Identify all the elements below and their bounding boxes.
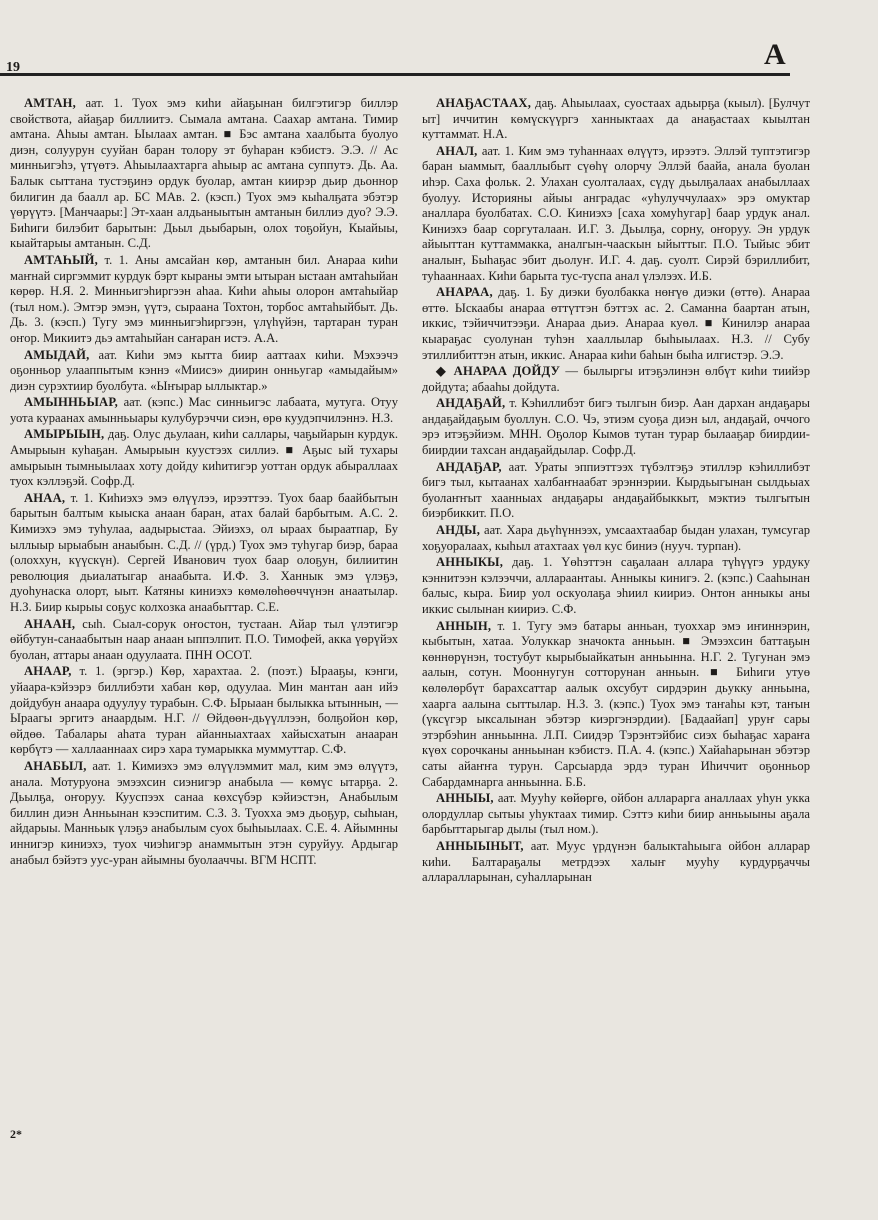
entry-headword: АННЫЫ, [436, 791, 494, 806]
entry-definition: т. 1. (эргэр.) Көр, харахтаа. 2. (поэт.) Ырааҕы, кэнги, уйаара-кэйээрэ биллибэти хабан көр, одуулаа. Мин мантан аан ийэ дойдубун анаара одуулуу турабын. С.Ф. Ырыаан былыкка ытыннын, — Ыраагы эргитэ анаардым. Н.Г. // Өйдөөн-дьүүллээн, болҕойон көр, өйдөө. Табалары аһата туран айанныахтаах хайысхатын анааран көрбүтэ — халлааннаах сирэ хара тумарыкка муммуттар. С.Ф. [10, 664, 398, 757]
entry-definition: — былыргы итэҕэлинэн өлбүт киһи тиийэр дойдута; абааһы дойдута. [422, 364, 810, 394]
dictionary-entry [422, 144, 810, 284]
entry-definition: аат. Муус үрдүнэн балыктаһыыга ойбон алларар киһи. Балтараҕалы метрдээх халыҥ мууһу курдурҕаччы алларалларынан, суһалларынан [422, 838, 810, 885]
dictionary-entry [422, 96, 810, 143]
entry-headword: АНДАҔАР, [436, 459, 502, 474]
entry-definition: даҕ. Аһыылаах, суостаах адьырҕа (кыыл). [Булчут ыт] иччитин көмүскүүргэ ханныктаах да анаҕастаах кыылтан куттаммат. Н.А. [422, 96, 810, 142]
dictionary-entry [422, 396, 810, 458]
dictionary-entry [422, 364, 810, 395]
entry-headword: АНАЛ, [436, 143, 478, 158]
dictionary-entry [10, 253, 398, 347]
entry-headword: АННЫКЫ, [436, 555, 504, 570]
dictionary-entry [422, 619, 810, 791]
entry-definition: аат. Мууһу көйөргө, ойбон алларарга аналлаах уһун укка олордуллар сытыы уһуктаах тимир. Сэттэ киһи биир анньыыны аҕала барбыттарыгар дылы (тыл ном.). [422, 791, 810, 837]
dictionary-entry [422, 523, 810, 554]
entry-headword: АНАА, [24, 490, 66, 505]
dictionary-entry [422, 285, 810, 363]
dictionary-entry [422, 555, 810, 617]
entry-headword: АНДЫ, [436, 523, 481, 538]
entry-headword: АМТАН, [24, 96, 76, 110]
entry-definition: аат. 1. Кимиэхэ эмэ өлүүлэммит мал, ким эмэ өлүүтэ, анала. Мотуруона эмээхсин сиэнигэр анабыла — көмүс ытарҕа. 2. Дьылҕа, оҥоруу. Кууспээх санаа көхсүбэр кэйиэстэн, Анабылым биллин диэн Анньынан кээспитим. С.З. 3. Туохха эмэ дьоҕур, сыһыан, айдарыы. Манньык үлэҕэ анабылым суох быһыылаах. С.Е. 4. Айымнны иннигэр киниэхэ, туох чиэһигэр анаммытын этэн суруйуу. Ардыгар анабыл бэйэтэ уус-уран айымны буолааччы. ВГМ НСПТ. [10, 758, 398, 867]
section-letter: А [764, 38, 786, 71]
entry-headword: АНААН, [24, 616, 76, 631]
entry-definition: т. 1. Тугу эмэ батары анньан, туоххар эмэ иҥиннэрин, кыбытын, хатаа. Уолуккар значокта анньын. ■ Эмээхсин баттаҕын көннөрүнэн, тостубут кырыбыайкатын анньынна. Н.Г. 2. Тугунан эмэ аалын, сотун. Мооннугун сотторунан анньын. ■ Биһиги утуө көлөлөрбүт барахсаттар аалык охсубут сирдэрин дьукку анньына, хаарга аалына сыттылар. Н.З. 3. (кэпс.) Туох эмэ таҥаһы кэт, таҥын (үксүгэр ыксалынан эбэтэр киэргэнэрдии). [Бадаайап] уруҥ сары этэрбэһин анньынна. Л.П. Сиидэр Тэрэнтэйбис сиэх быһаҕас хараҥа күөх сорочканы анньынан кэбистэ. П.А. 4. (кэпс.) Хайаһарынан эбэтэр саты айаҥҥа турун. Сарсыарда эрдэ туран Иһиччит оҕонньор Сабардамнарга анньынна. Б.Б. [422, 618, 810, 789]
left-column [10, 96, 398, 1136]
dictionary-entry [10, 348, 398, 395]
entry-definition: даҕ. 1. Бу диэки буолбакка нөҥүө диэки (өттө). Анараа өттө. Ыскаабы анараа өттүттэн бэттэх ас. 2. Саманна баартан атын, иккис, тэйиччитээҕи. Анараа дьиэ. Анараа куөл. ■ Кинилэр анараа кыараҕас суолунан туһэн хааллылар быһыылаах. Н.З. // Субу этиллибиттэн атын, иккис. Анараа киһи баһын быһа илгистэр. Э.Э. [422, 285, 810, 362]
signature-mark: 2* [10, 1127, 22, 1141]
entry-definition: аат. (кэпс.) Мас синньигэс лабаата, мутуга. Отуу уота кураанах амынньыары кулубурэччи сиэн, өрө куудэпчилэннэ. Н.З. [10, 395, 398, 425]
entry-headword: АМТАҺЫЙ, [24, 252, 99, 267]
dictionary-entry [10, 427, 398, 489]
dictionary-entry [422, 839, 810, 886]
dictionary-entry [10, 664, 398, 758]
dictionary-entry [422, 460, 810, 522]
entry-definition: аат. 1. Туох эмэ киһи айаҕынан билгэтигэр биллэр свойствота, айаҕар биллиитэ. Сымала амтана. Саахар амтана. Тимир амтана. Аһыы амтан. Ыылаах амтан. ■ Бэс амтана хаалбыта буолуо диэн, солуурун сууйан баран толору эт буһаран кэбистэ. Э.Э. // Ас минньигэһэ, үтүөтэ. Аһыылаахтарга аһыыр ас амтана суппутэ. Дь. Аа. Балык сыттана тустэҕинэ ордук буолар, амтан киирэр дьир дьоннор билигин да баалл ар. БС МАв. 2. (кэсп.) Туох эмэ кыһалҕата эбэтэр үөрүүтэ. [Манчаары:] Эт-хаан алдьаныытын амтанын биллиэ дуо? Э.Э. Биһиги билэбит барытын: Дьыл дьыбарын, олох тоҕойун, Кыайыы, кыайтарыы амтанын. С.Д. [10, 96, 398, 251]
dictionary-entry [10, 491, 398, 616]
entry-headword: АНДАҔАЙ, [436, 396, 506, 411]
dictionary-entry [10, 617, 398, 664]
entry-definition: аат. Ураты эппиэттээх түбэлтэҕэ этиллэр кэһиллибэт бигэ тыл, кытаанах халбаҥнаабат эрэннэрии. Кырдьыгынан сылдьыах буолаҥҥыт хаанныах андаҕары андаҕайбыккыт, мэктиэ тылгытын биэрбиккит. П.О. [422, 459, 810, 521]
entry-headword: АННЫЫНЫТ, [436, 838, 524, 853]
entry-headword: АНАРАА, [436, 285, 493, 300]
right-column [422, 96, 810, 1218]
entry-definition: аат. Хара дьүһүннээх, умсаахтаабар быдан улахан, тумсугар хоҕуоралаах, кыһыл атахтаах үөл кус биниэ (нууч. турпан). [422, 523, 810, 553]
entry-definition: сыһ. Сыал-сорук оҥостон, тустаан. Айар тыл үлэтигэр өйбутун-санаабытын наар анаан ыппэлпит. П.О. Тимофей, акка үөрүйэх буолан, аттары анаан одуулаата. ПНН ОСОТ. [10, 616, 398, 662]
entry-headword: АННЫН, [436, 618, 492, 633]
dictionary-entry [10, 96, 398, 252]
entry-definition: т. 1. Аны амсайан көр, амтанын бил. Анараа киһи маҥнай сиргэммит курдук бэрт кыраны эмти ытыран ыстаан амтаһыйан көрөр. Н.Я. 2. Минньигэһиргээн аһаа. Киһи аһыы олорон амтаһыйар (тыл ном.). Эмтэр эмэн, үүтэ, сыраана Тохтон, торбос амтаһыйбыт. Дь. Дь. 3. (кэсп.) Тугу эмэ минньигэһиргээн, үлүһүйэн, тартаран туран оҥор. Микиитэ дьэ амтаһыйан саҥаран истэ. А.А. [10, 252, 398, 345]
entry-definition: аат. 1. Ким эмэ туһаннаах өлүүтэ, ирээтэ. Эллэй туптэтигэр баран ыаммыт, бааллыбыт сүөһү олорчу Эллэй баайа, анала буолан иһэр. Саха фольк. 2. Улахан суолталаах, сүдү дьылҕалаах анабыллаах буолуу. Историяны айыы анградас «уһулуччулаах» эрэ омуктар аналлара буолбатах. С.О. Киниэхэ [саха хомуһугар] баар урдук анал. Киниэхэ баар соргуталаан. И.Г. 3. Дьылҕа, сорну, оҥоруу. Эн урдук айыыттан куттаммакка, аналгын-чааскын ыйыттыг. П.О. Тыйыс эбит аналыҥ, Быһаҕас эбит дьолуҥ. И.Г. 4. даҕ. суолт. Сирэй бэриллибит, туһааннаах. Киһи барыта тус-туспа анал үлэлээх. И.Б. [422, 143, 810, 283]
header-rule [0, 73, 790, 76]
dictionary-entry [10, 759, 398, 868]
entry-definition: т. Кэһиллибэт бигэ тылгын биэр. Аан дархан андаҕары андаҕайдаҕым буоллун. С.О. Чэ, этиэм суоҕа диэн ыл, андаҕай, оччого эрэ итэҕэйиэм. МНН. Оҕолор Кымов тутан турар былааҕар биирдии-биирдии тахсан андаҕайдылар. Софр.Д. [422, 396, 810, 458]
entry-definition: аат. Киһи эмэ кытта биир ааттаах киһи. Мэхээчэ оҕонньор улааппытым кэннэ «Миисэ» диирин онньугар «амыдайым» диэн сурэхтиир буолбута. «Ыҥырар ыллыктар.» [10, 347, 398, 393]
entry-definition: т. 1. Киһиэхэ эмэ өлүүлээ, ирээттээ. Туох баар баайбытын барытын балтым кыыска анаан баран, атах балай барбытым. А.С. 2. Кимиэхэ эмэ туһулаа, аадырыстаа. Эйиэхэ, ол ыраах быраатпар, Бу ыллыыр ырыабын анаыбын. С.Д. // (үрд.) Туох эмэ туһугар биэр, бараа (олоххун, күүскүн). Сергей Иванович туох баар олоҕун, билиитин революция дьиалатыгар анаабыта. И.Ф. 3. Ханнык эмэ үлэҕэ, дуоһунаска олорт, ыыт. Катяны киниэхэ көмөлөһөөччүнэн анаатылар. Н.З. Биир кырыы соҕус колхозка анаабыттар. С.Е. [10, 490, 398, 614]
dictionary-entry [10, 395, 398, 426]
entry-headword: АНААР, [24, 664, 72, 679]
entry-headword: ◆ АНАРАА ДОЙДУ [436, 364, 561, 379]
dictionary-entry [422, 791, 810, 838]
entry-definition: даҕ. Олус дьулаан, киһи саллары, чаҕыйарын курдук. Амырыын куһаҕан. Амырыын куустээх силлиэ. ■ Аҕыс ый тухары амырыын тымныылаах хоту дойду киһитигэр уоттан ордук абыраллаах туох кэллэҕэй. Софр.Д. [10, 427, 398, 489]
entry-headword: АМЫРЫЫН, [24, 427, 105, 442]
entry-headword: АМЫДАЙ, [24, 347, 90, 362]
entry-headword: АНАҔАСТААХ, [436, 96, 532, 110]
entry-headword: АМЫННЬЫАР, [24, 395, 118, 410]
entry-definition: даҕ. 1. Үөһэттэн саҕалаан аллара түһүүгэ урдуку кэннитээн кэлээччи, аллараантаы. Анныкы кинигэ. 2. (кэпс.) Сааһынан балыс, кыра. Биир уол оскуолаҕа эһиил киириэ. Онтон анныкы аны иккис сылынан киириэ. С.Ф. [422, 555, 810, 616]
page-number: 19 [6, 60, 20, 75]
entry-headword: АНАБЫЛ, [24, 758, 87, 773]
